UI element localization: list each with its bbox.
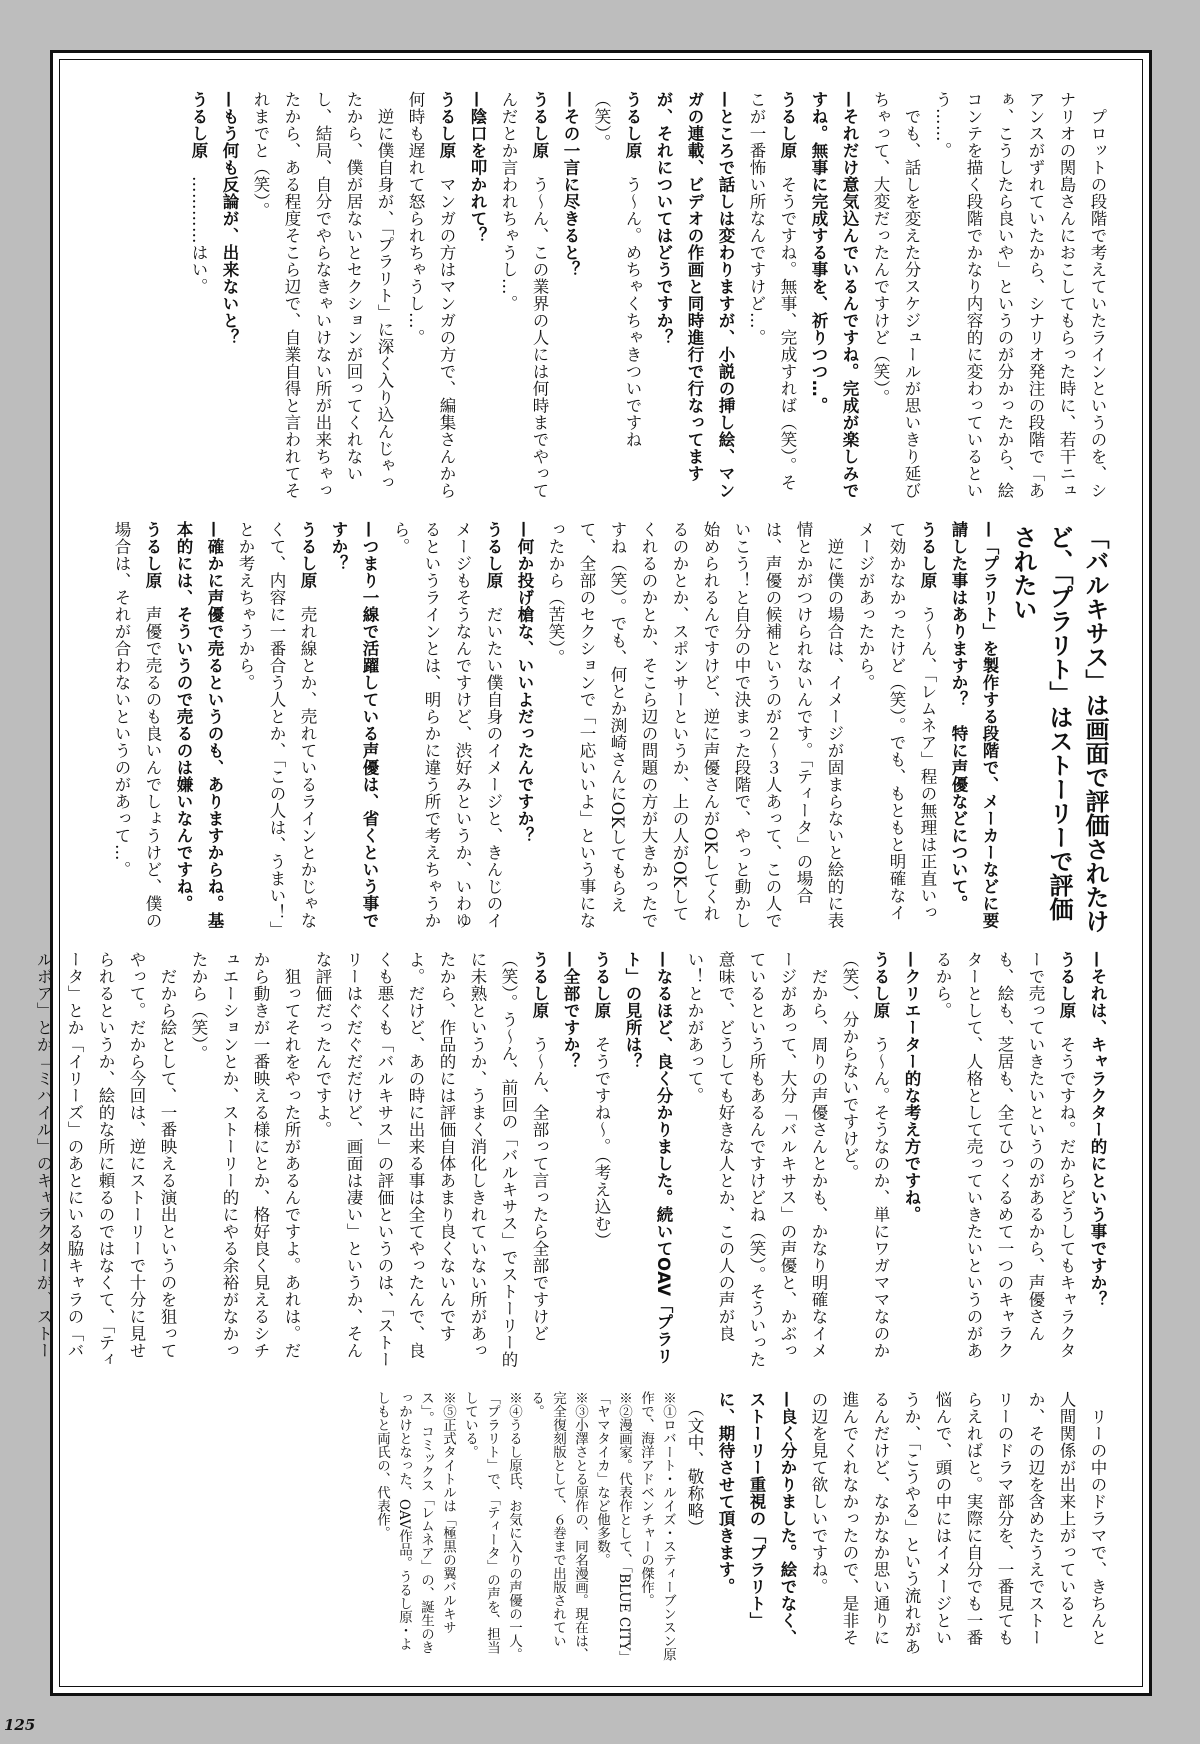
speaker-name: うるし原 xyxy=(530,91,549,159)
speaker-name: うるし原 xyxy=(189,91,208,159)
interviewer-question xyxy=(555,951,586,1371)
speaker-answer xyxy=(106,521,168,931)
speaker-answer xyxy=(400,91,462,501)
tier4-column xyxy=(679,1391,1113,1661)
answer-text: そうですね。無事、完成すれば（笑）。そこが一番怖い所なんですけど…。 xyxy=(747,91,797,491)
body-paragraph: リーの中のドラマで、きちんと人間関係が出来上がっているとか、その辺を含めたうえでストーリーのドラマ部分を、一番見てもらえればと。実際に自分でも一番悩んで、頭の中にはイメージというか、「こうやる」という流れがあるんだけど、なかなか思い通りに進んでくれなかったので、是非その辺を見て欲しいですね。 xyxy=(809,1391,1107,1655)
question-text: —つまり一線で活躍している声優は、省くという事ですか？ xyxy=(329,521,379,929)
interviewer-question xyxy=(323,521,385,931)
tier-2-text xyxy=(93,521,1113,931)
question-text: —良く分かりました。絵でなく、ストーリー重視の「プラリト」に、期待させて頂きます。 xyxy=(716,1391,797,1646)
section-heading: 「バルキサス」は画面で評価されたけど、「プラリト」はストーリーで評価されたい xyxy=(1009,525,1109,933)
question-text: —クリエーター的な考え方ですね。 xyxy=(902,951,921,1223)
speaker-answer xyxy=(927,951,1082,1371)
interviewer-question xyxy=(555,91,586,501)
footnote-item: ※③小澤さとる原作の、同名漫画。現在は、完全復刻版として、６巻まで出版されている。 xyxy=(528,1391,588,1661)
tier-3-text xyxy=(34,951,1113,1371)
answer-text: う〜ん、「レムネア」程の無理は正直いって効かなかったけど（笑）。でも、もともと明確なイメージがあったから。 xyxy=(856,521,937,921)
page-number: 125 xyxy=(4,1716,36,1734)
speaker-answer xyxy=(850,521,943,931)
speaker-name: うるし原 xyxy=(484,521,503,589)
speaker-answer xyxy=(834,951,896,1371)
speaker-name: うるし原 xyxy=(592,951,611,1019)
footnote-item: ※④うるし原氏、お気に入りの声優の一人。「プラリト」で、「ティータ」の声を、担当している。 xyxy=(462,1391,522,1661)
footnotes xyxy=(371,1391,679,1661)
speaker-name: うるし原 xyxy=(1057,951,1076,1019)
speaker-name: うるし原 xyxy=(778,91,797,159)
question-text: —なるほど、良く分かりました。続いてOAV「プラリト」の見所は？ xyxy=(623,951,673,1365)
tier2-column xyxy=(106,521,1005,931)
question-text: —全部ですか？ xyxy=(561,951,580,1070)
question-text: —何か投げ槍な、いいよだったんですか？ xyxy=(515,521,534,844)
answer-text: だいたい僕自身のイメージと、きんじのイメージもそうなんですけど、渋好みというか、いわゆるというラインとは、明らかに違う所で考えちゃうから。 xyxy=(391,521,503,929)
interviewer-question xyxy=(617,951,679,1371)
speaker-answer xyxy=(586,91,648,501)
speaker-name: うるし原 xyxy=(918,521,937,589)
interviewer-question xyxy=(214,91,245,501)
answer-text: そうですね〜。（考え込む） xyxy=(592,1019,611,1249)
tier-1-text xyxy=(93,91,1113,501)
question-text: —確かに声優で売るというのも、ありますからね。基本的には、そういうので売るのは嫌いなんですね。 xyxy=(174,521,224,929)
speaker-name: うるし原 xyxy=(143,521,162,589)
footnote-item: ※①ロバート・ルイズ・スティーブンスン原作で、海洋アドベンチャーの傑作。 xyxy=(638,1391,676,1661)
body-paragraph: 逆に僕自身が、「プラリト」に深く入り込んじゃったから、僕が居ないとセクションが回ってくれないし、結局、自分でやらなきゃいけない所が出来ちゃったから、ある程度そこら辺で、自業自得と言われてそれまでと（笑）。 xyxy=(251,91,394,499)
footnote-item: ※⑤正式タイトルは「極黒の翼バルキサス」。コミックス「レムネア」の、誕生のきっかけとなった、OAV作品。うるし原・よしもと両氏の、代表作。 xyxy=(374,1391,456,1655)
speaker-answer xyxy=(741,91,803,501)
answer-text: …………はい。 xyxy=(189,159,208,295)
question-text: —「プラリト」を製作する段階で、メーカーなどに要請した事はありますか？ 特に声優などについて。 xyxy=(949,521,999,929)
body-paragraph: プロットの段階で考えていたラインというのを、シナリオの関島さんにおこしてもらった時に、若干ニュアンスがずれていたから、シナリオ発注の段階で「あぁ、こうしたら良いや」というのが分かったから、絵コンテを描く段階でかなり内容的に変わっているという……。 xyxy=(933,91,1107,499)
tier1-column xyxy=(183,91,1113,501)
interviewer-question xyxy=(896,951,927,1371)
speaker-answer xyxy=(307,951,555,1371)
speaker-name: うるし原 xyxy=(871,951,890,1019)
interviewer-question xyxy=(943,521,1005,931)
interviewer-question xyxy=(803,91,865,501)
answer-text: う〜ん、全部って言ったら全部ですけど（笑）。う〜ん、前回の「バルキサス」でストーリー的に未熟というか、うまく消化しきれていない所があったから、作品的には評価自体あまり良くないんですよ。だけど、あの時に出来る事は全てやったんで、良くも悪くも「バルキサス」の評価というのは、「ストーリーはぐだぐだだけど、画面は凄い」というか、そんな評価だったんですよ。 xyxy=(313,951,549,1368)
question-text: —陰口を叩かれて？ xyxy=(468,91,487,244)
question-text: —それだけ意気込んでいるんですね。完成が楽しみですね。無事に完成する事を、祈りつつ…。 xyxy=(809,91,859,499)
tier3-column xyxy=(28,951,1113,1371)
speaker-name: うるし原 xyxy=(437,91,456,159)
answer-text: 売れ線とか、売れているラインとかじゃなくて、内容に一番合う人とか、「この人は、うまい！」とか考えちゃうから。 xyxy=(236,521,317,930)
speaker-answer xyxy=(493,91,555,501)
answer-text: う〜ん。そうなのか、単にワガママなのか（笑）、分からないですけど。 xyxy=(840,951,890,1359)
answer-text: マンガの方はマンガの方で、編集さんから何時も遅れて怒られちゃうし…。 xyxy=(406,91,456,499)
tier-4-text xyxy=(93,1391,1113,1661)
speaker-name: うるし原 xyxy=(530,951,549,1019)
body-paragraph: だから絵として、一番映える演出というのを狙ってやって。だから今回は、逆にストーリーで十分に見せられるというか、絵的な所に頼るのではなくて、「ティータ」とか「イリーズ」のあとにいる脇キャラの「バルボア」とか「ミハイル」のキャラクターが、ストー xyxy=(34,951,177,1368)
interviewer-question xyxy=(509,521,540,931)
footnote-item: ※②漫画家。代表作として、「BLUE CITY」「ヤマタイカ」など他多数。 xyxy=(594,1391,632,1658)
speaker-answer xyxy=(230,521,323,931)
interviewer-question xyxy=(1082,951,1113,1371)
speaker-answer xyxy=(183,91,214,501)
interviewer-question xyxy=(168,521,230,931)
answer-text: 声優で売るのも良いんでしょうけど、僕の場合は、それが合わないというのがあって…。 xyxy=(112,521,162,929)
body-paragraph: だから、周りの声優さんとかも、かなり明確なイメージがあって、大分「バルキサス」の声優と、かぶっているという所もあるんですけどね（笑）。そういった意味で、どうしても好きな人とか、この人の声が良い！とかがあって。 xyxy=(685,951,828,1368)
question-text: —もう何も反論が、出来ないと？ xyxy=(220,91,239,346)
question-text: —それは、キャラクター的にという事ですか？ xyxy=(1088,951,1107,1308)
speaker-answer xyxy=(385,521,509,931)
question-text: —ところで話しは変わりますが、小説の挿し絵、マンガの連載、ビデオの作画と同時進行で行なってますが、それについてはどうですか？ xyxy=(654,91,735,499)
body-paragraph: でも、話しを変えた分スケジュールが思いきり延びちゃって、大変だったんですけど（笑）。 xyxy=(871,91,921,499)
speaker-name: うるし原 xyxy=(298,521,317,589)
answer-text: そうですね。だからどうしてもキャラクターで売っていきたいというのがあるから、声優さんも、絵も、芝居も、全てひっくるめて一つのキャラクターとして、人格として売っていきたいというのがあるから。 xyxy=(933,951,1076,1359)
answer-text: う〜ん。めちゃくちゃきついですね（笑）。 xyxy=(592,91,642,448)
interviewer-question xyxy=(710,1391,803,1661)
body-paragraph: 狙ってそれをやった所があるんですよ。あれは。だから動きが一番映える様にとか、格好良く見えるシチュエーションとか、ストーリー的にやる余裕がなかったから（笑）。 xyxy=(189,951,301,1359)
interviewer-question xyxy=(462,91,493,501)
speaker-name: うるし原 xyxy=(623,91,642,159)
speaker-answer xyxy=(586,951,617,1371)
question-text: —その一言に尽きると？ xyxy=(561,91,580,278)
page-frame xyxy=(34,50,1152,1696)
answer-text: う〜ん、この業界の人には何時までやってんだとか言われちゃうし…。 xyxy=(499,91,549,499)
body-paragraph: 逆に僕の場合は、イメージが固まらないと絵的に表情とかがつけられないんです。「ティータ」の場合は、声優の候補というのが２〜３人あって、この人でいこう！と自分の中で決まった段階で、やっと動かし始められるんですけど、逆に声優さんがOKしてくれるのかとか、スポンサーというか、上の人がOKしてくれるのかとか、そこら辺の問題の方が大きかったですね（笑）。でも、何とか渕崎さんにOKしてもらえて、全部のセクションで「一応いいよ」という事になったから（苦笑）。 xyxy=(546,521,844,929)
interviewer-question xyxy=(648,91,741,501)
body-paragraph: （文中、敬称略） xyxy=(685,1391,704,1536)
